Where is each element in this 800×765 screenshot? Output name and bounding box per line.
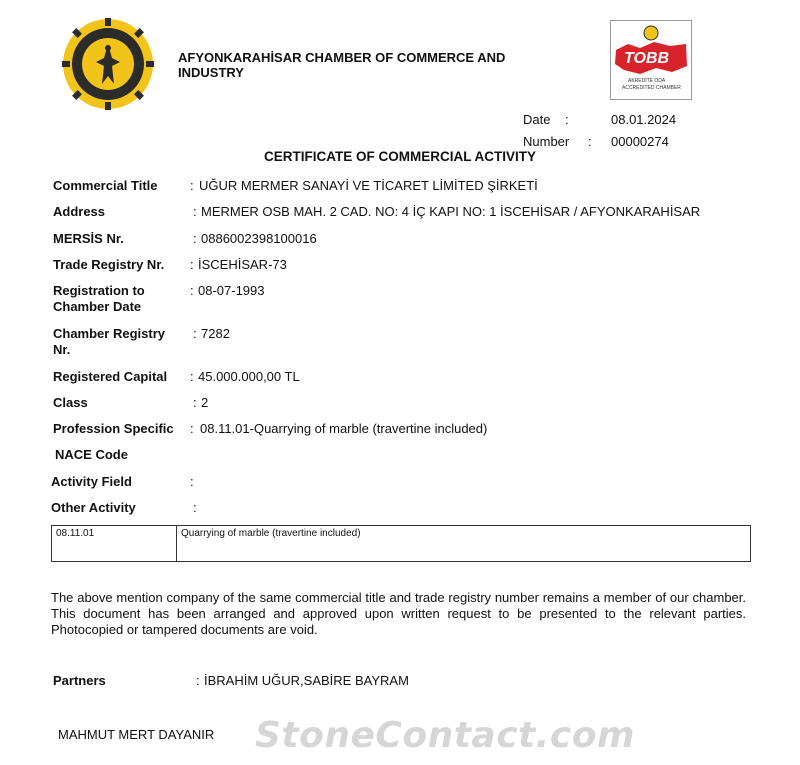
mersis-value: 0886002398100016 bbox=[201, 231, 317, 246]
tobb-sub2: ACCREDITED CHAMBER bbox=[622, 85, 681, 91]
tobb-logo bbox=[610, 20, 692, 100]
certificate-title: CERTIFICATE OF COMMERCIAL ACTIVITY bbox=[264, 149, 536, 164]
trade-registry-value: İSCEHİSAR-73 bbox=[198, 257, 287, 272]
class-label: Class bbox=[53, 395, 88, 410]
trade-registry-label: Trade Registry Nr. bbox=[53, 257, 165, 272]
registration-date-value: 08-07-1993 bbox=[198, 283, 265, 298]
mersis-label: MERSİS Nr. bbox=[53, 231, 124, 246]
chamber-registry-label-1: Chamber Registry bbox=[53, 326, 165, 341]
class-value: 2 bbox=[201, 395, 209, 410]
activity-code: 08.11.01 bbox=[56, 528, 95, 539]
tobb-sub: AKREDİTE ODA bbox=[628, 78, 666, 84]
date-label: Date bbox=[523, 112, 551, 127]
watermark: StoneContact.com bbox=[255, 715, 636, 756]
partners-label: Partners bbox=[53, 673, 106, 688]
chamber-registry-value: 7282 bbox=[201, 326, 230, 341]
activity-field-label: Activity Field bbox=[51, 474, 132, 489]
profession-label: Profession Specific bbox=[53, 421, 174, 436]
address-value: MERMER OSB MAH. 2 CAD. NO: 4 İÇ KAPI NO: 1 İSCEHİSAR / AFYONKARAHİSAR bbox=[201, 204, 701, 219]
activity-description: Quarrying of marble (travertine included) bbox=[181, 528, 361, 539]
commercial-title-value: UĞUR MERMER SANAYİ VE TİCARET LİMİTED ŞİRKETİ bbox=[199, 178, 538, 193]
registered-capital-value: 45.000.000,00 TL bbox=[198, 369, 300, 384]
registration-date-label-2: Chamber Date bbox=[53, 299, 142, 314]
partners-value: İBRAHİM UĞUR,SABİRE BAYRAM bbox=[204, 673, 409, 688]
chamber-seal-logo bbox=[62, 18, 154, 110]
date-value: 08.01.2024 bbox=[611, 112, 677, 127]
statement-paragraph: The above mention company of the same commercial title and trade registry number remains a member of our chamber. This document has been arranged and approved upon written request to be presented to the relevant parties. Photocopied or tampered documents are void. bbox=[51, 590, 746, 637]
other-activity-label: Other Activity bbox=[51, 500, 136, 515]
chamber-registry-label-2: Nr. bbox=[53, 342, 71, 357]
registered-capital-label: Registered Capital bbox=[53, 369, 168, 384]
commercial-title-label: Commercial Title bbox=[53, 178, 158, 193]
registration-date-label-1: Registration to bbox=[53, 283, 145, 298]
tobb-text: TOBB bbox=[624, 50, 670, 67]
profession-value: 08.11.01-Quarrying of marble (travertine included) bbox=[200, 421, 488, 436]
signatory-name: MAHMUT MERT DAYANIR bbox=[58, 727, 215, 742]
organization-name: AFYONKARAHİSAR CHAMBER OF COMMERCE AND INDUSTRY bbox=[178, 50, 506, 80]
address-label: Address bbox=[53, 204, 106, 219]
nace-label: NACE Code bbox=[55, 447, 128, 462]
number-value: 00000274 bbox=[611, 134, 669, 149]
activity-table bbox=[51, 525, 751, 562]
number-label: Number bbox=[523, 134, 570, 149]
